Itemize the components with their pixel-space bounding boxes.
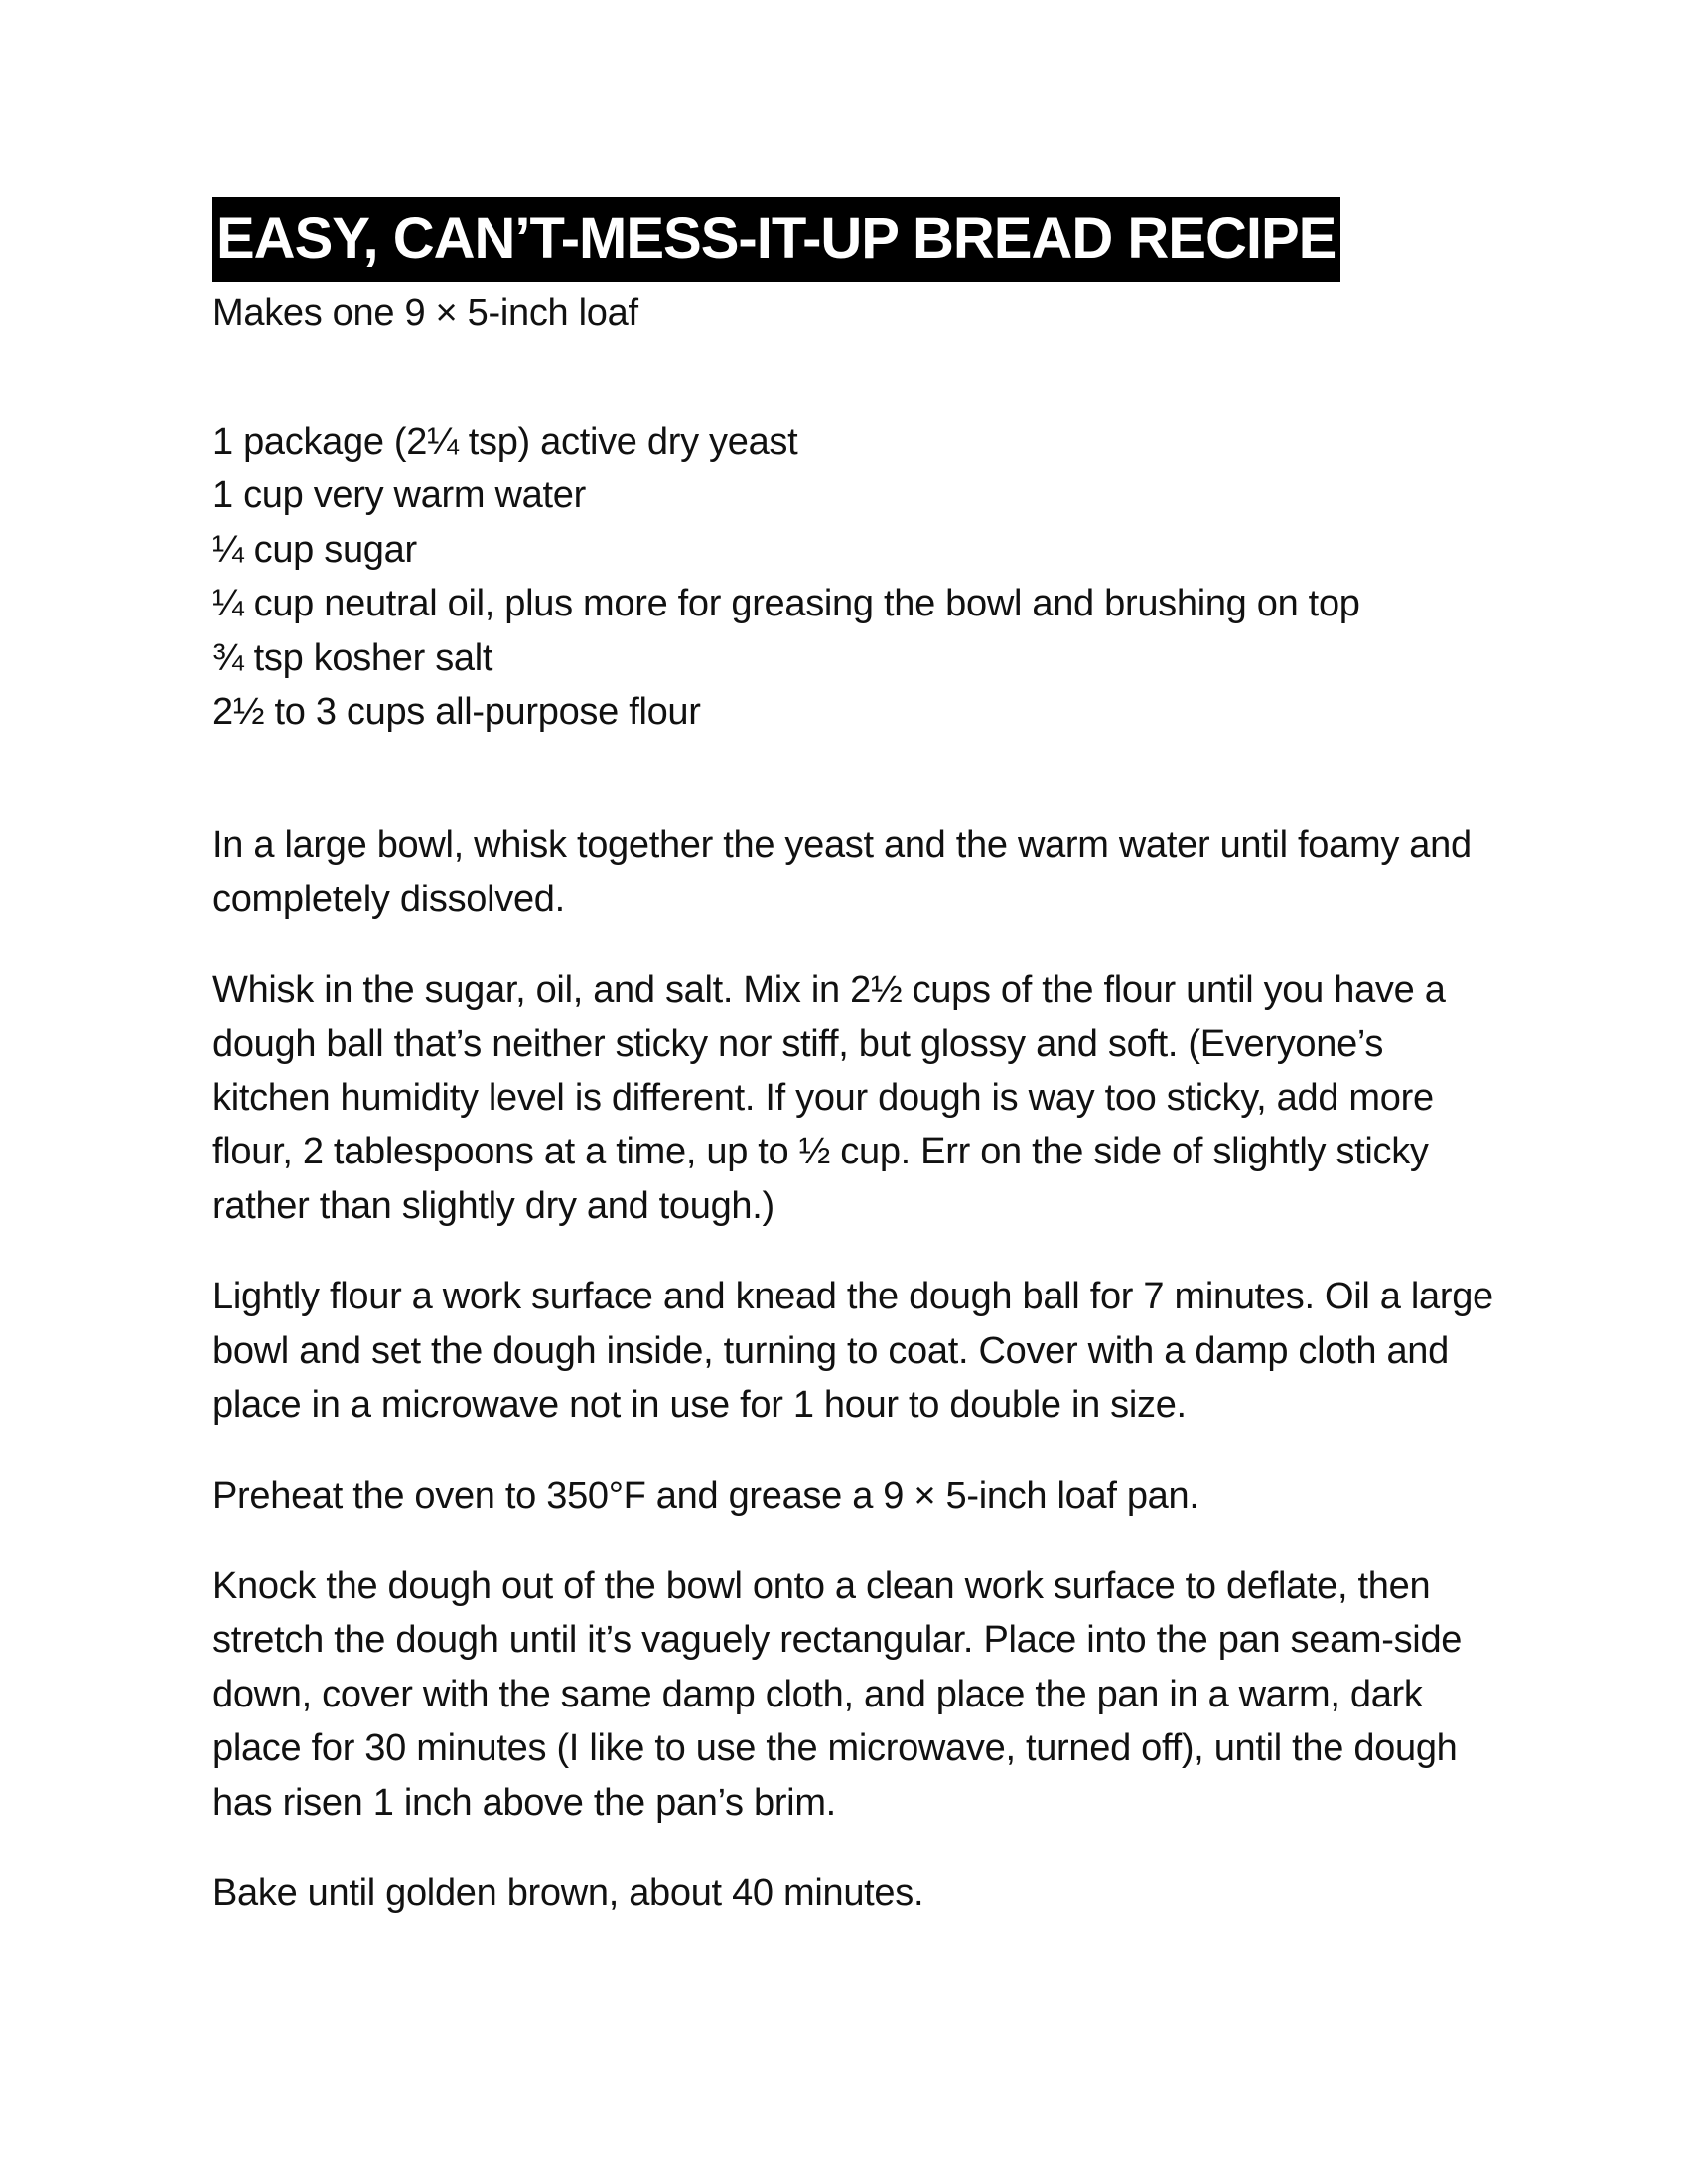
- instruction-step: Bake until golden brown, about 40 minutes.: [212, 1871, 924, 1914]
- instruction-step: Preheat the oven to 350°F and grease a 9 × 5-inch loaf pan.: [212, 1474, 1199, 1517]
- instruction-step: Knock the dough out of the bowl onto a clean work surface to deflate, then stretch the dough until it’s vaguely rectangular. Place into the pan seam-side down, cover with the same damp cloth, and place the pan in a warm, dark place for 30 minutes (I like to use the microwave, turned off), until the dough has risen 1 inch above the pan’s brim.: [212, 1565, 1463, 1824]
- recipe-title: EASY, CAN’T-MESS-IT-UP BREAD RECIPE: [212, 197, 1340, 282]
- ingredient-item: 1 cup very warm water: [212, 475, 586, 517]
- instruction-steps: [212, 818, 1503, 1920]
- instruction-step: Whisk in the sugar, oil, and salt. Mix in 2½ cups of the flour until you have a dough ball that’s neither sticky nor stiff, but glossy and soft. (Everyone’s kitchen humidity level is different. If your dough is way too sticky, add more flour, 2 tablespoons at a time, up to ½ cup. Err on the side of slightly sticky rather than slightly dry and tough.): [212, 969, 1446, 1227]
- instruction-step: Lightly flour a work surface and knead the dough ball for 7 minutes. Oil a large bowl and set the dough inside, turning to coat. Cover with a damp cloth and place in a microwave not in use for 1 hour to double in size.: [212, 1276, 1493, 1427]
- ingredient-item: ¼ cup neutral oil, plus more for greasing the bowl and brushing on top: [212, 583, 1360, 625]
- instruction-step: In a large bowl, whisk together the yeast and the warm water until foamy and completely dissolved.: [212, 824, 1472, 920]
- ingredient-list: [212, 415, 1503, 739]
- recipe-yield: Makes one 9 × 5-inch loaf: [212, 292, 638, 334]
- recipe-page: [212, 197, 1503, 1957]
- ingredient-item: ¼ cup sugar: [212, 528, 417, 571]
- ingredient-item: 2½ to 3 cups all-purpose flour: [212, 691, 701, 734]
- ingredient-item: ¾ tsp kosher salt: [212, 636, 493, 679]
- ingredient-item: 1 package (2¼ tsp) active dry yeast: [212, 421, 798, 463]
